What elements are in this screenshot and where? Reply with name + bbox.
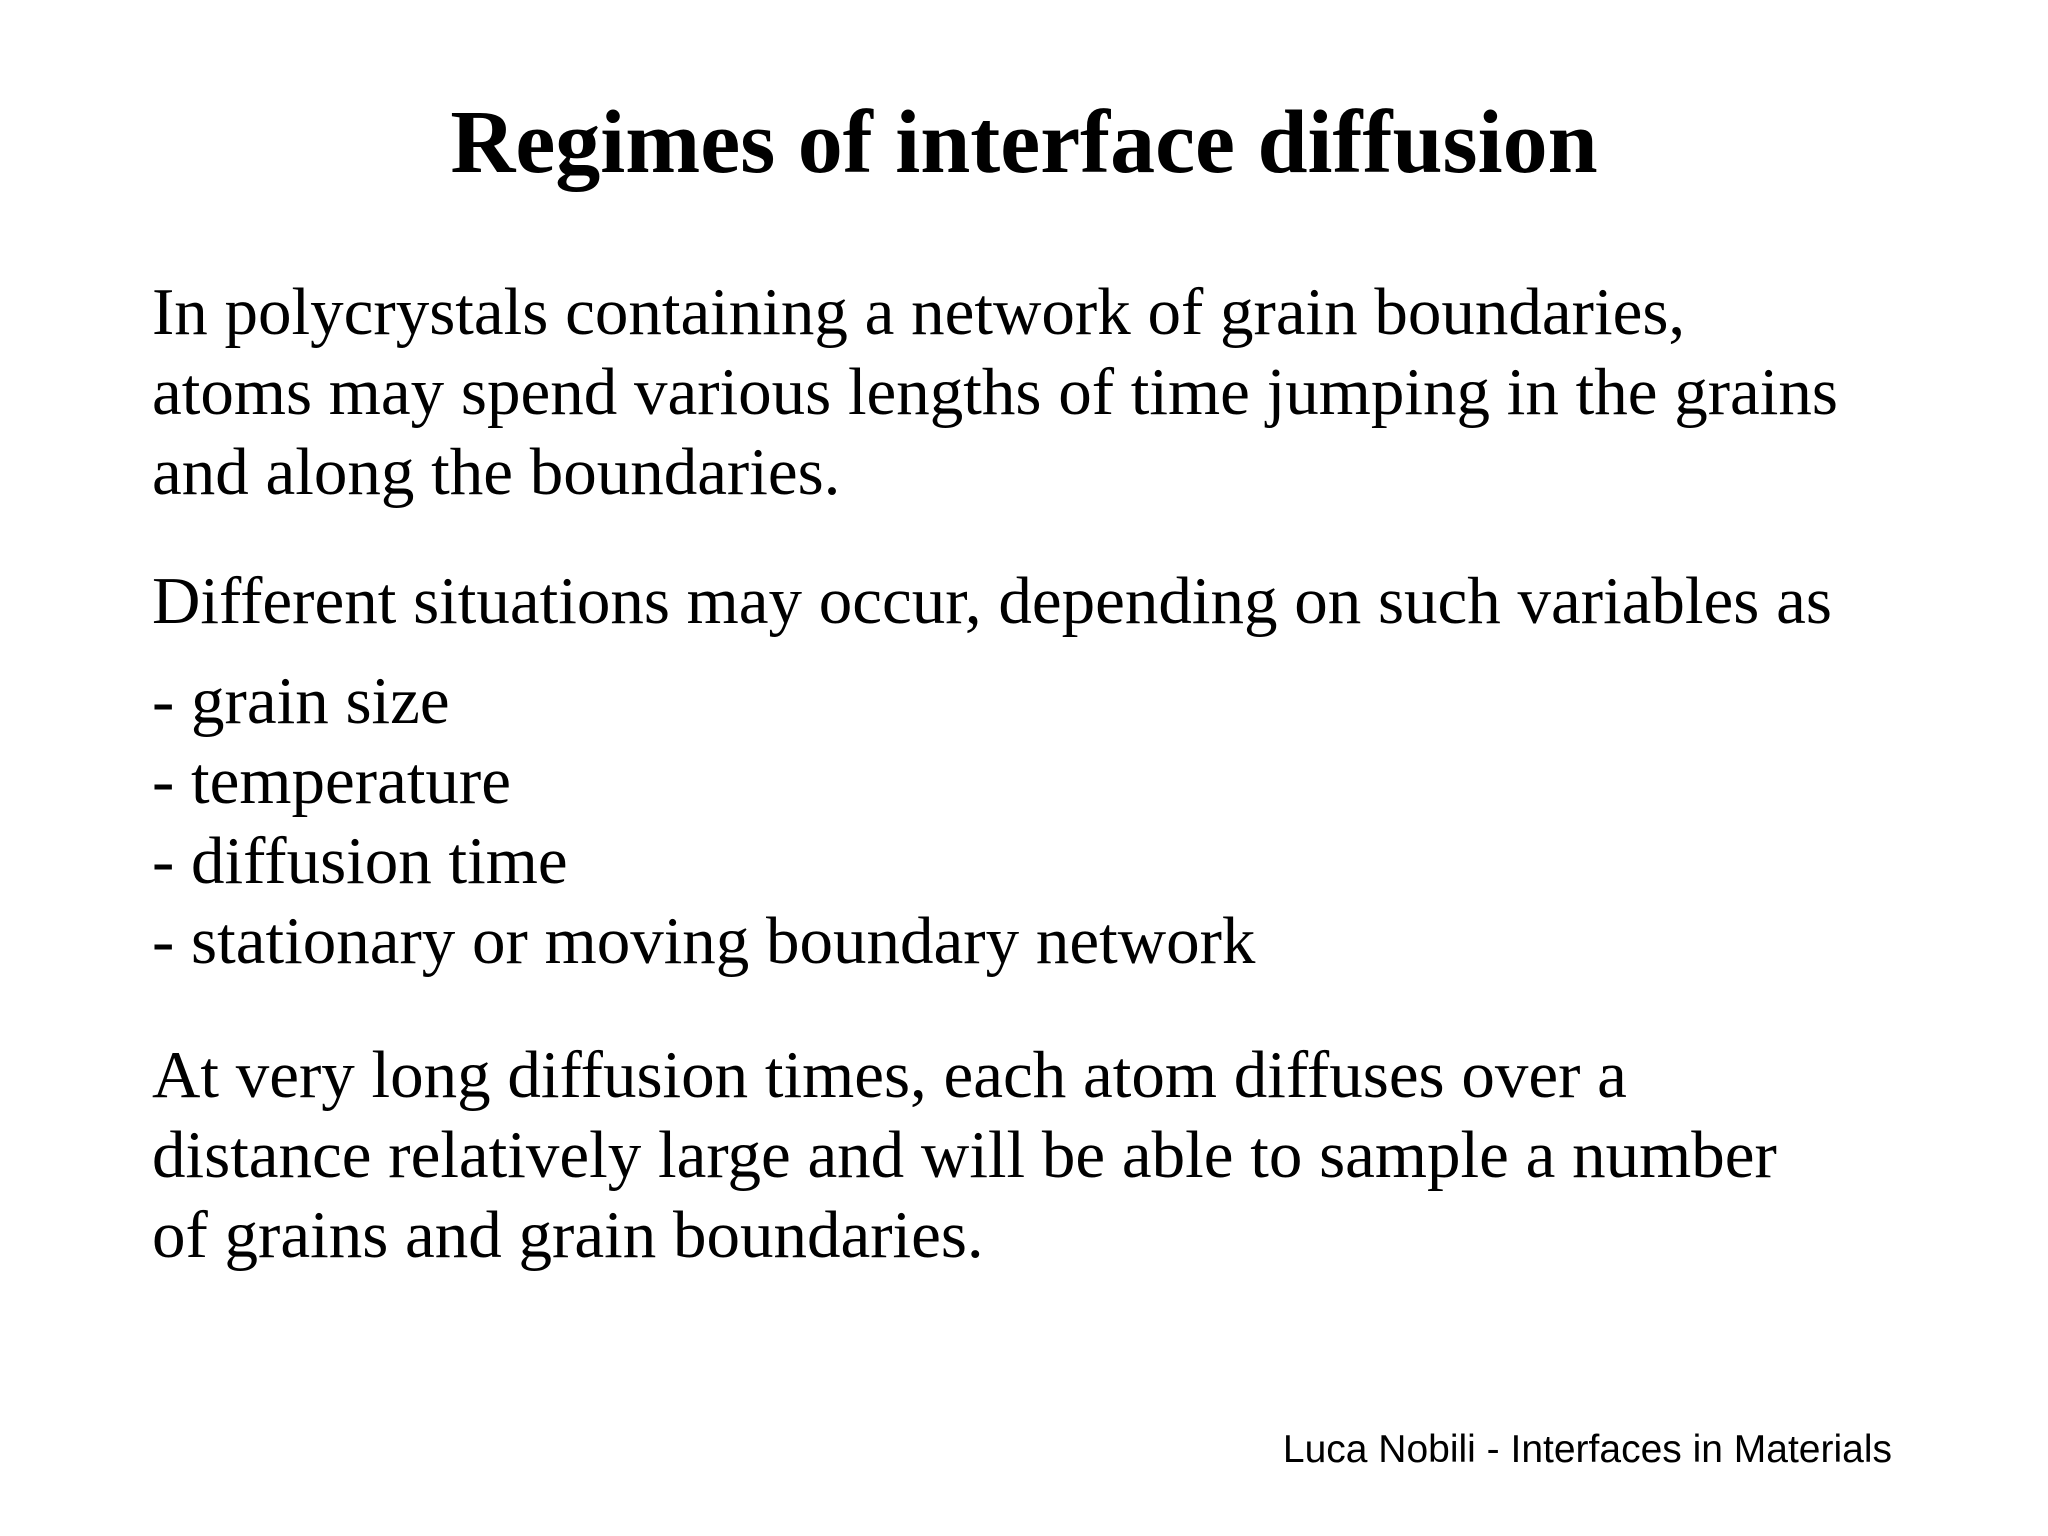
conclusion-paragraph bbox=[152, 1035, 1952, 1275]
variables-list bbox=[152, 661, 1952, 981]
variables-intro: Different situations may occur, depending on such variables as bbox=[152, 564, 1832, 638]
list-item: - temperature bbox=[152, 744, 511, 818]
conclusion-line: of grains and grain boundaries. bbox=[152, 1198, 984, 1272]
list-item: - grain size bbox=[152, 664, 450, 738]
intro-line: atoms may spend various lengths of time jumping in the grains bbox=[152, 355, 1838, 429]
slide-footer: Luca Nobili - Interfaces in Materials bbox=[1282, 1428, 1892, 1471]
intro-line: and along the boundaries. bbox=[152, 435, 841, 509]
intro-line: In polycrystals containing a network of grain boundaries, bbox=[152, 275, 1686, 349]
list-item: - stationary or moving boundary network bbox=[152, 904, 1256, 978]
slide-title: Regimes of interface diffusion bbox=[450, 93, 1598, 192]
conclusion-line: At very long diffusion times, each atom diffuses over a bbox=[152, 1038, 1627, 1112]
intro-paragraph bbox=[152, 272, 1952, 512]
list-item: - diffusion time bbox=[152, 824, 568, 898]
conclusion-line: distance relatively large and will be able to sample a number bbox=[152, 1118, 1777, 1192]
